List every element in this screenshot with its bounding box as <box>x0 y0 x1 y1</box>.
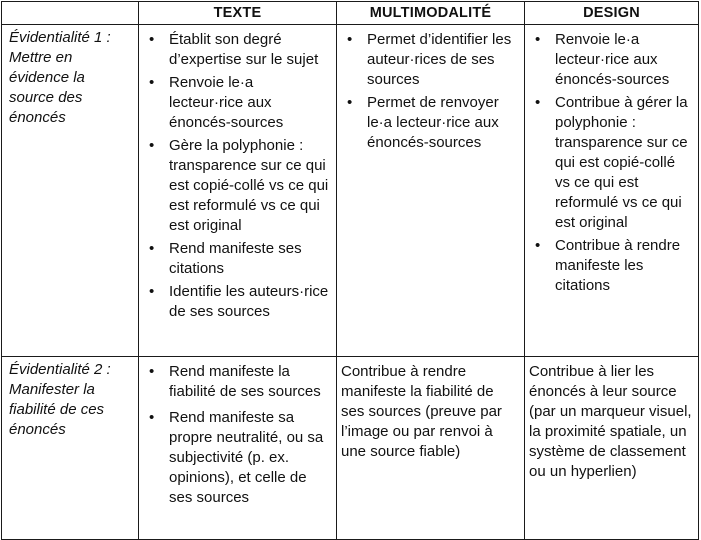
evidentiality-table <box>1 1 699 540</box>
row-label: Évidentialité 1 : Mettre en évidence la source des énoncés <box>2 25 139 357</box>
list-item <box>140 136 331 236</box>
cell-design <box>525 25 699 357</box>
bullet-icon: • <box>149 363 155 380</box>
cell-texte <box>139 25 337 357</box>
bullet-icon: • <box>535 94 541 111</box>
list-item-text: Renvoie le·a lecteur·rice aux énoncés-sources <box>169 74 284 131</box>
bullet-icon: • <box>535 31 541 48</box>
table-row <box>2 357 699 540</box>
cell-design: Contribue à lier les énoncés à leur source (par un marqueur visuel, la proximité spatiale, un système de classement ou un hyperlien) <box>525 357 699 540</box>
header-empty-cell <box>2 2 139 25</box>
list-item <box>140 282 331 322</box>
bullet-list <box>140 358 335 508</box>
bullet-list <box>526 26 697 296</box>
list-item-text: Contribue à gérer la polyphonie : transparence sur ce qui est copié-collé vs ce qui est reformulé vs ce qui est original <box>555 94 688 231</box>
list-item-text: Établit son degré d’expertise sur le sujet <box>169 31 319 68</box>
bullet-list <box>338 26 523 153</box>
bullet-icon: • <box>149 409 155 426</box>
list-item-text: Rend manifeste sa propre neutralité, ou sa subjectivité (p. ex. opinions), et celle de ses sources <box>169 409 324 506</box>
bullet-icon: • <box>149 240 155 257</box>
list-item <box>140 73 331 133</box>
header-multimodalite: MULTIMODALITÉ <box>337 2 525 25</box>
bullet-icon: • <box>535 237 541 254</box>
list-item <box>140 239 331 279</box>
list-item <box>140 30 331 70</box>
list-item-text: Rend manifeste ses citations <box>169 240 302 277</box>
bullet-icon: • <box>149 283 155 300</box>
list-item <box>140 408 331 508</box>
list-item-text: Rend manifeste la fiabilité de ses sources <box>169 363 321 400</box>
list-item <box>526 30 693 90</box>
bullet-icon: • <box>149 137 155 154</box>
row-label: Évidentialité 2 : Manifester la fiabilité de ces énoncés <box>2 357 139 540</box>
list-item <box>338 30 519 90</box>
list-item <box>140 362 331 402</box>
cell-multimodalite: Contribue à rendre manifeste la fiabilité de ses sources (preuve par l’image ou par renvoi à une source fiable) <box>337 357 525 540</box>
list-item-text: Gère la polyphonie : transparence sur ce qui est copié-collé vs ce qui est reformulé vs ce qui est original <box>169 137 329 234</box>
header-texte: TEXTE <box>139 2 337 25</box>
bullet-list <box>140 26 335 322</box>
cell-multimodalite <box>337 25 525 357</box>
header-design: DESIGN <box>525 2 699 25</box>
bullet-icon: • <box>149 74 155 91</box>
bullet-icon: • <box>149 31 155 48</box>
list-item-text: Permet d’identifier les auteur·rices de ses sources <box>367 31 512 88</box>
list-item <box>526 236 693 296</box>
header-row <box>2 2 699 25</box>
bullet-icon: • <box>347 94 353 111</box>
list-item-text: Permet de renvoyer le·a lecteur·rice aux énoncés-sources <box>367 94 499 151</box>
table-row <box>2 25 699 357</box>
list-item-text: Contribue à rendre manifeste les citations <box>555 237 681 294</box>
list-item <box>338 93 519 153</box>
list-item-text: Identifie les auteurs·rice de ses sources <box>169 283 329 320</box>
cell-texte <box>139 357 337 540</box>
list-item <box>526 93 693 233</box>
bullet-icon: • <box>347 31 353 48</box>
list-item-text: Renvoie le·a lecteur·rice aux énoncés-sources <box>555 31 670 88</box>
